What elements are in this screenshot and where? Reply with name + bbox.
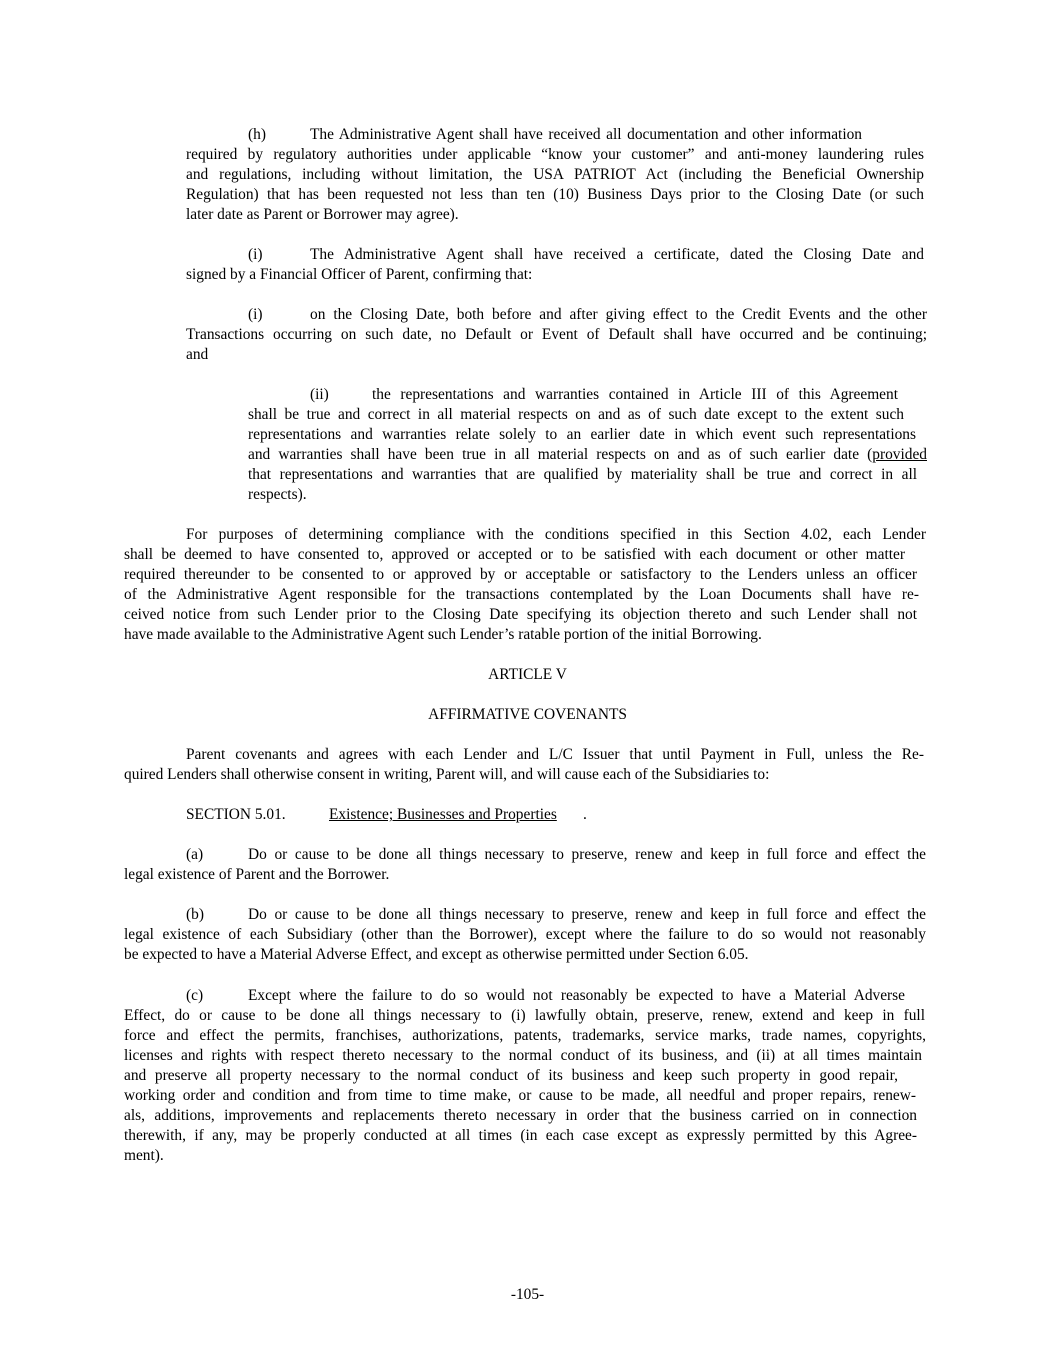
section-5-01-number: SECTION 5.01. [186, 806, 286, 823]
paragraph-i-ii-line-3: representations and warranties relate solely to an earlier date in which event such representations [248, 426, 916, 443]
paragraph-purposes-line-2: shall be deemed to have consented to, approved or accepted or to be satisfied with each document or other matter [124, 546, 905, 563]
paragraph-parent-text-1: Parent covenants and agrees with each Lender and L/C Issuer that until Payment in Full, unless the Re- [186, 746, 924, 763]
paragraph-i-ii-line-5: that representations and warranties that are qualified by materiality shall be true and correct in all [248, 466, 917, 483]
paragraph-i-i-line-1 [186, 305, 927, 325]
paragraph-b-line-2: legal existence of each Subsidiary (other than the Borrower), except where the failure to do so would not reasonably [124, 926, 926, 943]
paragraph-i-i-marker: (i) [248, 306, 263, 323]
paragraph-h-line-3: and regulations, including without limitation, the USA PATRIOT Act (including the Beneficial Ownership [186, 166, 924, 183]
paragraph-i-ii [248, 385, 927, 505]
paragraph-i-text-1: The Administrative Agent shall have received a certificate, dated the Closing Date and [310, 246, 924, 263]
paragraph-purposes-text-1: For purposes of determining compliance with the conditions specified in this Section 4.02, each Lender [186, 526, 926, 543]
section-5-01-heading [186, 805, 786, 825]
paragraph-h-line-1 [186, 125, 924, 145]
paragraph-i-line-2: signed by a Financial Officer of Parent, confirming that: [186, 266, 533, 283]
article-number: ARTICLE V [488, 666, 567, 683]
paragraph-h-marker: (h) [248, 126, 266, 143]
paragraph-purposes-line-3: required thereunder to be consented to or approved by or acceptable or satisfactory to the Lenders unless an officer [124, 566, 917, 583]
paragraph-c-line-7: als, additions, improvements and replacements thereto necessary in order that the business carried on in connection [124, 1107, 917, 1124]
article-title: AFFIRMATIVE COVENANTS [428, 706, 627, 723]
page-number: -105- [510, 1286, 545, 1303]
paragraph-c-line-9: ment). [124, 1147, 164, 1164]
paragraph-c-line-4: licenses and rights with respect thereto necessary to the normal conduct of its business, and (ii) at all times maintain [124, 1047, 922, 1064]
paragraph-i-ii-line-2: shall be true and correct in all material respects on and as of such date except to the extent such [248, 406, 904, 423]
paragraph-a-line-2: legal existence of Parent and the Borrower. [124, 866, 390, 883]
paragraph-i-i-line-3: and [186, 346, 209, 363]
paragraph-i-marker: (i) [248, 246, 263, 263]
paragraph-parent [124, 745, 924, 785]
paragraph-i-ii-line-6: respects). [248, 486, 307, 503]
paragraph-c-line-6: working order and condition and from time to time make, or cause to be made, all needful and proper repairs, renew- [124, 1087, 916, 1104]
section-5-01-title: Existence; Businesses and Properties [329, 806, 557, 823]
paragraph-c-line-3: force and effect the permits, franchises, authorizations, patents, trademarks, service marks, trade names, copyrights, [124, 1027, 926, 1044]
paragraph-c-marker: (c) [186, 987, 204, 1004]
paragraph-h-line-2: required by regulatory authorities under applicable “know your customer” and anti-money laundering rules [186, 146, 924, 163]
paragraph-i-ii-marker: (ii) [310, 386, 329, 403]
paragraph-a [124, 845, 926, 885]
paragraph-b [124, 905, 926, 965]
paragraph-a-line-1 [124, 845, 926, 865]
paragraph-purposes-line-4: of the Administrative Agent responsible for the transactions contemplated by the Loan Documents shall have re- [124, 586, 919, 603]
paragraph-i-ii-text-4: and warranties shall have been true in all material respects on and as of such earlier date ( [248, 446, 873, 463]
paragraph-parent-line-1 [124, 745, 924, 765]
paragraph-i-i [186, 305, 927, 365]
paragraph-c-text-1: Except where the failure to do so would not reasonably be expected to have a Material Adverse [248, 987, 905, 1004]
paragraph-a-marker: (a) [186, 846, 204, 863]
provided-word: provided [872, 446, 927, 463]
paragraph-h-line-5: later date as Parent or Borrower may agree). [186, 206, 459, 223]
paragraph-i [186, 245, 924, 285]
paragraph-purposes-line-6: have made available to the Administrative Agent such Lender’s ratable portion of the initial Borrowing. [124, 626, 762, 643]
section-5-01-period: . [583, 806, 587, 823]
paragraph-purposes [124, 525, 926, 645]
paragraph-i-ii-text-1: the representations and warranties contained in Article III of this Agreement [372, 386, 898, 403]
paragraph-h [186, 125, 924, 225]
paragraph-h-line-4: Regulation) that has been requested not less than ten (10) Business Days prior to the Closing Date (or such [186, 186, 924, 203]
paragraph-c-line-8: therewith, if any, may be properly conducted at all times (in each case except as expressly permitted by this Agree- [124, 1127, 917, 1144]
paragraph-b-text-1: Do or cause to be done all things necessary to preserve, renew and keep in full force and effect the [248, 906, 926, 923]
paragraph-c [124, 986, 926, 1166]
paragraph-purposes-line-1 [124, 525, 926, 545]
paragraph-b-line-1 [124, 905, 926, 925]
paragraph-c-line-5: and preserve all property necessary to the normal conduct of its business and keep such property in good repair, [124, 1067, 898, 1084]
paragraph-c-line-2: Effect, do or cause to be done all things necessary to (i) lawfully obtain, preserve, renew, extend and keep in full [124, 1007, 925, 1024]
paragraph-i-ii-line-4 [248, 445, 927, 465]
paragraph-parent-line-2: quired Lenders shall otherwise consent in writing, Parent will, and will cause each of the Subsidiaries to: [124, 766, 770, 783]
paragraph-b-line-3: be expected to have a Material Adverse Effect, and except as otherwise permitted under Section 6.05. [124, 946, 749, 963]
paragraph-c-line-1 [124, 986, 926, 1006]
paragraph-i-i-line-2: Transactions occurring on such date, no Default or Event of Default shall have occurred and be continuing; [186, 326, 927, 343]
paragraph-i-line-1 [186, 245, 924, 265]
paragraph-a-text-1: Do or cause to be done all things necessary to preserve, renew and keep in full force and effect the [248, 846, 926, 863]
paragraph-h-text-1: The Administrative Agent shall have received all documentation and other information [310, 126, 862, 143]
paragraph-i-ii-line-1 [248, 385, 927, 405]
paragraph-purposes-line-5: ceived notice from such Lender prior to the Closing Date specifying its objection thereto and such Lender shall not [124, 606, 917, 623]
paragraph-i-i-text-1: on the Closing Date, both before and after giving effect to the Credit Events and the other [310, 306, 927, 323]
paragraph-b-marker: (b) [186, 906, 204, 923]
